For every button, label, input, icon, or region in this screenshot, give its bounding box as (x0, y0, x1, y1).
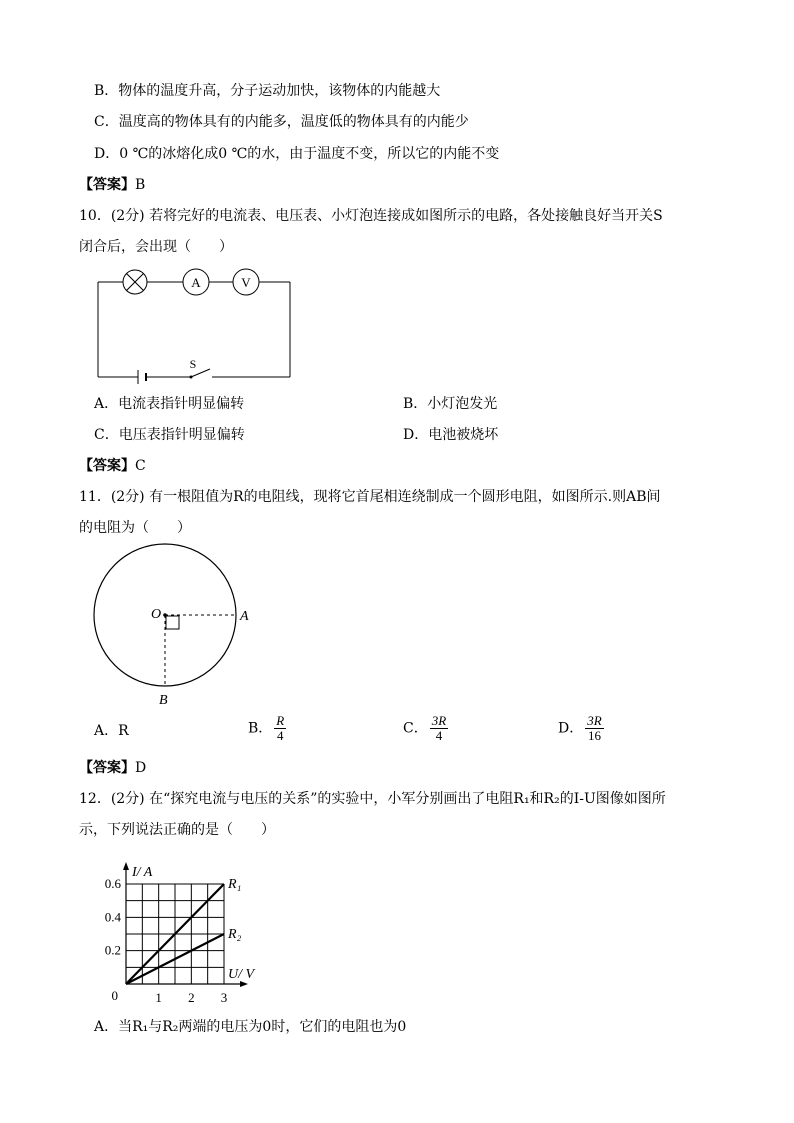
answer-value: B (135, 177, 146, 193)
q11-option-b (248, 714, 286, 743)
q11-option-d (558, 714, 604, 743)
y-tick-label: 0.6 (104, 876, 121, 891)
q11-circle-diagram (88, 542, 268, 712)
x-tick-label: 1 (155, 990, 162, 1004)
q12-stem-line1: 12．(2分) 在“探究电流与电压的关系”的实验中，小军分别画出了电阻R₁和R₂的I-U图像如图所 (79, 791, 666, 807)
q10-stem-line1: 10．(2分) 若将完好的电流表、电压表、小灯泡连接成如图所示的电路，各处接触良好当开关S (79, 208, 663, 224)
q11-answer (79, 759, 146, 777)
answer-value: C (135, 458, 146, 474)
q10-answer (79, 457, 146, 475)
ammeter-label: A (191, 275, 201, 290)
y-axis-label: I/ A (132, 865, 153, 880)
q11-stem-line1: 11．(2分) 有一根阻值为R的电阻线，现将它首尾相连绕制成一个圆形电阻，如图所示.则AB间 (79, 489, 661, 505)
q10-option-b: B．小灯泡发光 (403, 396, 498, 412)
option-prefix: D． (558, 720, 584, 737)
q11-stem-line2: 的电阻为（ ） (79, 520, 191, 536)
q12-stem-line2: 示，下列说法正确的是（ ） (79, 822, 275, 838)
q12-option-a: A．当R₁与R₂两端的电压为0时，它们的电阻也为0 (94, 1019, 407, 1035)
voltmeter-icon (233, 269, 259, 295)
q11-option-a: A．R (94, 723, 129, 739)
q11-option-c (403, 714, 448, 743)
q10-option-c: C．电压表指针明显偏转 (94, 427, 245, 443)
answer-value: D (135, 760, 147, 776)
series-label-1: R₁ (228, 877, 242, 892)
q9-option-d: D．0 ℃的冰熔化成0 ℃的水，由于温度不变，所以它的内能不变 (94, 146, 500, 162)
label-a: A (240, 609, 249, 624)
label-b: B (159, 693, 168, 708)
voltmeter-label: V (241, 275, 251, 290)
origin-label: 0 (111, 988, 118, 1003)
label-o: O (151, 607, 162, 622)
x-tick-label: 2 (188, 990, 195, 1004)
q12-iu-chart (96, 856, 276, 1004)
answer-label: 【答案】 (79, 458, 135, 474)
q10-stem-line2: 闭合后，会出现（ ） (79, 239, 233, 255)
answer-label: 【答案】 (79, 760, 135, 776)
q10-option-d: D．电池被烧坏 (403, 427, 499, 443)
q9-option-b: B．物体的温度升高，分子运动加快，该物体的内能越大 (94, 83, 441, 99)
ammeter-icon (183, 269, 209, 295)
y-axis-arrow (123, 862, 129, 870)
q10-circuit-diagram (90, 262, 300, 387)
x-tick-label: 3 (220, 990, 228, 1004)
battery-icon (138, 370, 146, 384)
right-angle-mark (166, 616, 179, 629)
switch-icon (190, 357, 211, 379)
y-tick-label: 0.2 (104, 942, 121, 958)
option-prefix: C． (403, 720, 428, 737)
switch-label: S (189, 357, 197, 371)
fraction-3r-over-16: $\frac{3R}{16}$ (587, 713, 602, 743)
y-tick-label: 0.4 (104, 909, 121, 925)
lamp-icon (123, 270, 147, 294)
q9-option-c: C．温度高的物体具有的内能多，温度低的物体具有的内能少 (94, 114, 469, 130)
x-axis-label: U/ V (228, 967, 255, 982)
series-label-2: R₂ (228, 927, 242, 942)
answer-label: 【答案】 (79, 177, 135, 193)
fraction-3r-over-4: $\frac{3R}{4}$ (431, 713, 447, 743)
option-prefix: B． (248, 720, 273, 737)
q9-answer (79, 176, 145, 194)
q10-option-a: A．电流表指针明显偏转 (94, 396, 245, 412)
fraction-r-over-4: $\frac{R}{4}$ (276, 713, 285, 743)
